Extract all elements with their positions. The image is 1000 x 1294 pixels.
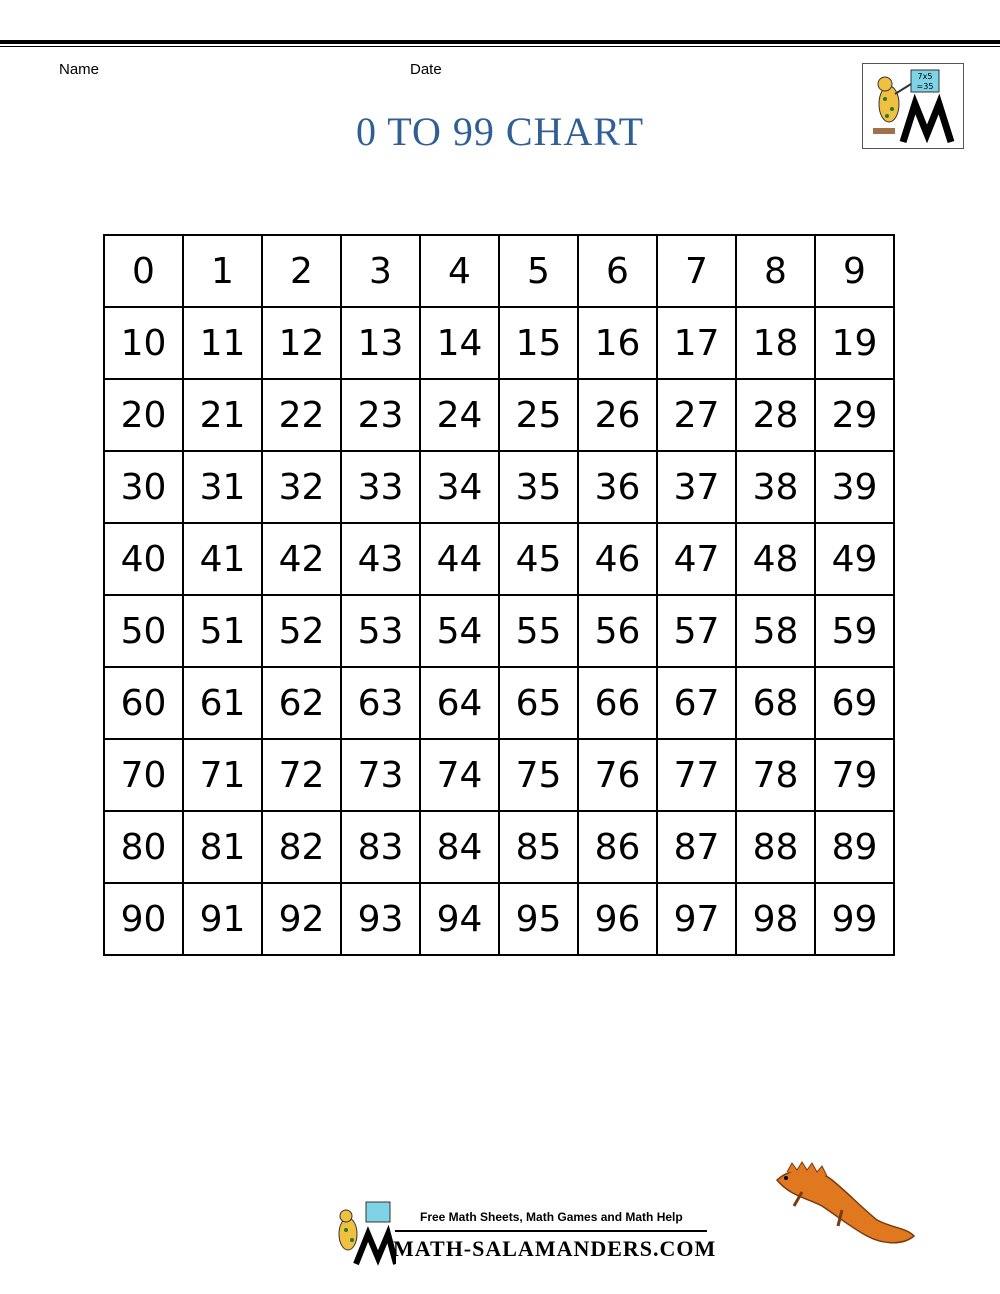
number-cell: 30: [104, 451, 183, 523]
number-cell: 26: [578, 379, 657, 451]
number-cell: 88: [736, 811, 815, 883]
number-cell: 31: [183, 451, 262, 523]
top-rule: [0, 40, 1000, 44]
number-cell: 47: [657, 523, 736, 595]
number-cell: 89: [815, 811, 894, 883]
number-cell: 90: [104, 883, 183, 955]
number-cell: 93: [341, 883, 420, 955]
table-row: [104, 235, 894, 307]
salamander-teacher-logo: [862, 63, 964, 149]
footer-rule: [395, 1230, 707, 1232]
orange-salamander-icon: [772, 1158, 917, 1258]
table-row: [104, 811, 894, 883]
number-cell: 69: [815, 667, 894, 739]
number-cell: 82: [262, 811, 341, 883]
number-cell: 60: [104, 667, 183, 739]
number-cell: 61: [183, 667, 262, 739]
number-cell: 29: [815, 379, 894, 451]
number-cell: 72: [262, 739, 341, 811]
number-cell: 63: [341, 667, 420, 739]
number-cell: 91: [183, 883, 262, 955]
table-row: [104, 883, 894, 955]
number-cell: 56: [578, 595, 657, 667]
number-cell: 66: [578, 667, 657, 739]
number-cell: 3: [341, 235, 420, 307]
number-cell: 52: [262, 595, 341, 667]
number-cell: 48: [736, 523, 815, 595]
number-cell: 78: [736, 739, 815, 811]
number-cell: 64: [420, 667, 499, 739]
number-cell: 53: [341, 595, 420, 667]
number-cell: 39: [815, 451, 894, 523]
page-title: 0 TO 99 CHART: [355, 109, 645, 154]
top-rule-thin: [0, 46, 1000, 47]
number-cell: 15: [499, 307, 578, 379]
salamander-logo-icon: [863, 64, 963, 148]
footer-salamander-logo-icon: [326, 1200, 396, 1268]
number-cell: 23: [341, 379, 420, 451]
number-cell: 62: [262, 667, 341, 739]
number-cell: 65: [499, 667, 578, 739]
number-cell: 98: [736, 883, 815, 955]
number-cell: 19: [815, 307, 894, 379]
number-cell: 42: [262, 523, 341, 595]
number-cell: 4: [420, 235, 499, 307]
number-cell: 58: [736, 595, 815, 667]
number-cell: 44: [420, 523, 499, 595]
number-cell: 77: [657, 739, 736, 811]
number-cell: 76: [578, 739, 657, 811]
table-row: [104, 379, 894, 451]
number-cell: 43: [341, 523, 420, 595]
number-cell: 86: [578, 811, 657, 883]
number-cell: 50: [104, 595, 183, 667]
number-cell: 55: [499, 595, 578, 667]
number-cell: 45: [499, 523, 578, 595]
number-cell: 7: [657, 235, 736, 307]
number-cell: 22: [262, 379, 341, 451]
number-cell: 21: [183, 379, 262, 451]
number-cell: 6: [578, 235, 657, 307]
number-chart-grid: [103, 234, 895, 956]
table-row: [104, 451, 894, 523]
number-cell: 41: [183, 523, 262, 595]
number-cell: 9: [815, 235, 894, 307]
number-cell: 73: [341, 739, 420, 811]
number-cell: 97: [657, 883, 736, 955]
number-cell: 8: [736, 235, 815, 307]
footer-brand[interactable]: MATH-SALAMANDERS.COM: [393, 1236, 717, 1261]
number-cell: 35: [499, 451, 578, 523]
number-cell: 12: [262, 307, 341, 379]
number-cell: 96: [578, 883, 657, 955]
number-cell: 24: [420, 379, 499, 451]
table-row: [104, 307, 894, 379]
number-cell: 27: [657, 379, 736, 451]
table-row: [104, 595, 894, 667]
name-label: Name: [59, 61, 100, 78]
number-cell: 20: [104, 379, 183, 451]
number-cell: 40: [104, 523, 183, 595]
logo-board-line2: =35: [916, 82, 934, 91]
number-cell: 99: [815, 883, 894, 955]
number-cell: 38: [736, 451, 815, 523]
number-cell: 71: [183, 739, 262, 811]
number-cell: 95: [499, 883, 578, 955]
table-row: [104, 523, 894, 595]
footer-tagline: Free Math Sheets, Math Games and Math Help: [420, 1210, 683, 1224]
number-cell: 1: [183, 235, 262, 307]
number-cell: 28: [736, 379, 815, 451]
number-cell: 94: [420, 883, 499, 955]
number-cell: 16: [578, 307, 657, 379]
number-cell: 70: [104, 739, 183, 811]
number-cell: 18: [736, 307, 815, 379]
table-row: [104, 667, 894, 739]
number-cell: 36: [578, 451, 657, 523]
number-cell: 32: [262, 451, 341, 523]
number-cell: 37: [657, 451, 736, 523]
number-cell: 80: [104, 811, 183, 883]
number-cell: 0: [104, 235, 183, 307]
number-cell: 13: [341, 307, 420, 379]
number-cell: 25: [499, 379, 578, 451]
number-cell: 75: [499, 739, 578, 811]
number-cell: 84: [420, 811, 499, 883]
date-label: Date: [410, 61, 442, 78]
number-cell: 34: [420, 451, 499, 523]
number-cell: 85: [499, 811, 578, 883]
number-cell: 79: [815, 739, 894, 811]
number-cell: 14: [420, 307, 499, 379]
number-cell: 87: [657, 811, 736, 883]
footer-logo: [326, 1200, 396, 1268]
number-cell: 54: [420, 595, 499, 667]
number-cell: 83: [341, 811, 420, 883]
number-cell: 5: [499, 235, 578, 307]
number-cell: 2: [262, 235, 341, 307]
number-cell: 49: [815, 523, 894, 595]
number-cell: 74: [420, 739, 499, 811]
number-cell: 68: [736, 667, 815, 739]
number-cell: 17: [657, 307, 736, 379]
number-cell: 67: [657, 667, 736, 739]
logo-board-line1: 7x5: [917, 72, 933, 81]
number-cell: 10: [104, 307, 183, 379]
number-cell: 33: [341, 451, 420, 523]
number-cell: 51: [183, 595, 262, 667]
number-cell: 11: [183, 307, 262, 379]
number-cell: 81: [183, 811, 262, 883]
number-cell: 46: [578, 523, 657, 595]
number-cell: 59: [815, 595, 894, 667]
number-cell: 57: [657, 595, 736, 667]
number-cell: 92: [262, 883, 341, 955]
table-row: [104, 739, 894, 811]
